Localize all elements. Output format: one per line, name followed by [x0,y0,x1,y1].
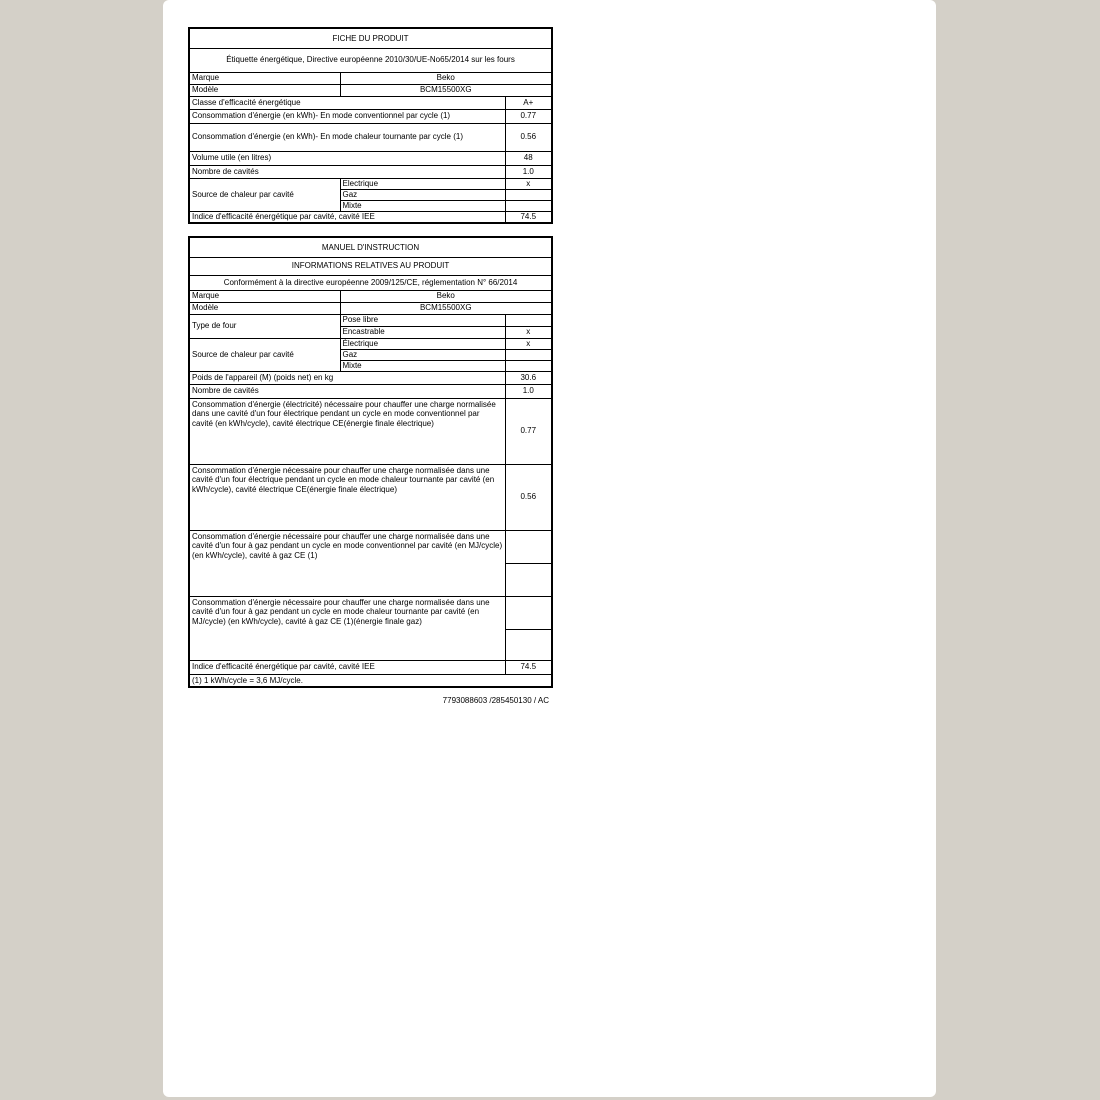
iee-label: Indice d'efficacité énergétique par cavité, cavité IEE [189,660,505,674]
manual-directive: Conformément à la directive européenne 2009/125/CE, réglementation N° 66/2014 [189,275,552,290]
gas-fan-value-mj [505,596,552,629]
model-value: BCM15500XG [340,302,552,314]
oven-type-built-in: Encastrable [340,326,505,338]
heat-source-gas: Gaz [340,349,505,360]
fan-consumption-label: Consommation d'énergie (en kWh)- En mode chaleur tournante par cycle (1) [189,123,505,151]
heat-source-gas-mark [505,349,552,360]
brand-value: Beko [340,290,552,302]
heat-source-label: Source de chaleur par cavité [189,338,340,371]
electric-conventional-label: Consommation d'énergie (électricité) nécessaire pour chauffer une charge normalisée dans une cavité d'un four électrique pendant un cycle en mode conventionnel par cavité (en kWh/cycle), cavité électrique CE(énergie finale électrique) [189,398,505,464]
oven-type-label: Type de four [189,314,340,338]
cavities-label: Nombre de cavités [189,384,505,398]
product-sheet-table [188,27,553,224]
heat-source-electric-mark: x [505,178,552,189]
model-label: Modèle [189,302,340,314]
manual-subtitle: INFORMATIONS RELATIVES AU PRODUIT [189,257,552,275]
heat-source-mixed: Mixte [340,200,505,211]
iee-label: Indice d'efficacité énergétique par cavité, cavité IEE [189,211,505,223]
brand-label: Marque [189,72,340,84]
model-label: Modèle [189,84,340,96]
electric-conventional-value: 0.77 [505,398,552,464]
energy-class-value: A+ [505,96,552,109]
manual-title: MANUEL D'INSTRUCTION [189,237,552,257]
fan-consumption-value: 0.56 [505,123,552,151]
gas-conventional-value-mj [505,530,552,563]
electric-fan-value: 0.56 [505,464,552,530]
instruction-manual-table [188,236,553,688]
conventional-consumption-label: Consommation d'énergie (en kWh)- En mode conventionnel par cycle (1) [189,109,505,123]
product-sheet-subtitle: Étiquette énergétique, Directive européenne 2010/30/UE-No65/2014 sur les fours [189,48,552,72]
gas-fan-label: Consommation d'énergie nécessaire pour chauffer une charge normalisée dans une cavité d'un four à gaz pendant un cycle en mode chaleur tournante par cavité (en MJ/cycle) (en kWh/cycle), cavité à gaz CE (1)(énergie finale gaz) [189,596,505,660]
model-value: BCM15500XG [340,84,552,96]
gas-conventional-label: Consommation d'énergie nécessaire pour chauffer une charge normalisée dans une cavité d'un four à gaz pendant un cycle en mode conventionnel par cavité (en MJ/cycle) (en kWh/cycle), cavité à gaz CE (1) [189,530,505,596]
gas-conventional-value-kwh [505,563,552,596]
heat-source-electric-mark: x [505,338,552,349]
heat-source-electric: Électrique [340,338,505,349]
heat-source-electric: Electrique [340,178,505,189]
cavities-value: 1.0 [505,165,552,178]
heat-source-mixed-mark [505,360,552,371]
energy-class-label: Classe d'efficacité énergétique [189,96,505,109]
weight-label: Poids de l'appareil (M) (poids net) en kg [189,371,505,384]
heat-source-mixed: Mixte [340,360,505,371]
heat-source-gas-mark [505,189,552,200]
volume-label: Volume utile (en litres) [189,151,505,165]
product-sheet-title: FICHE DU PRODUIT [189,28,552,48]
iee-value: 74.5 [505,660,552,674]
electric-fan-label: Consommation d'énergie nécessaire pour chauffer une charge normalisée dans une cavité d'un four électrique pendant un cycle en mode chaleur tournante par cavité (en kWh/cycle), cavité électrique CE(énergie finale électrique) [189,464,505,530]
oven-type-freestanding: Pose libre [340,314,505,326]
iee-value: 74.5 [505,211,552,223]
cavities-value: 1.0 [505,384,552,398]
volume-value: 48 [505,151,552,165]
conversion-note: (1) 1 kWh/cycle = 3,6 MJ/cycle. [189,674,552,687]
gas-fan-value-kwh [505,629,552,660]
heat-source-label: Source de chaleur par cavité [189,178,340,211]
brand-label: Marque [189,290,340,302]
document-reference-code: 7793088603 /285450130 / AC [442,696,549,705]
conventional-consumption-value: 0.77 [505,109,552,123]
oven-type-built-in-mark: x [505,326,552,338]
cavities-label: Nombre de cavités [189,165,505,178]
brand-value: Beko [340,72,552,84]
oven-type-freestanding-mark [505,314,552,326]
weight-value: 30.6 [505,371,552,384]
heat-source-mixed-mark [505,200,552,211]
heat-source-gas: Gaz [340,189,505,200]
